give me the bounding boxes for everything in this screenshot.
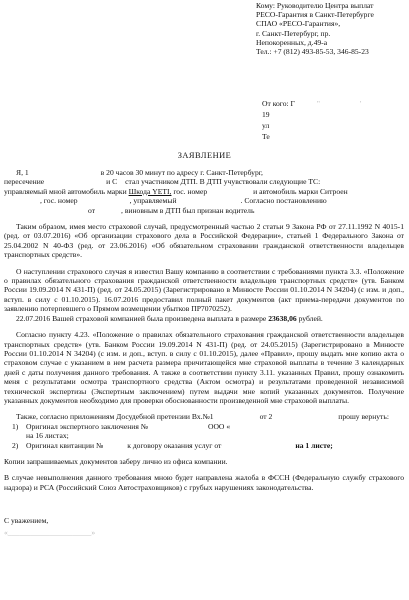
paragraph-payment bbox=[4, 314, 404, 323]
text-span: ООО « bbox=[207, 421, 231, 431]
paragraph-request: Согласно пункту 4.23. «Положение о правилах обязательного страхования гражданской ответственности владельцев транспортных средств» (утв. Банком России 19.09.2014 N 431-П) (ред. от 24.05.2015) (Зарегистрировано в Минюсте России 01.10.2014 N 34204) (с изм. и доп., вступ. в силу с 01.10.2015), далее «Правил», прошу выдать мне копию акта о страховом случае с указанием в нем расчета размера причитающейся мне страховой выплаты в течение 3 календарных дней с даты получения данного требования. А также в соответствии пункту 3.11. указанных Правил, прошу ознакомить меня с результатами осмотра транспортного средства (Актом осмотра) и результатами проведенной независимой технической экспертизы (Экспертным заключением) путем выдачи мне копий указанных документов. Получение указанных документов необходимо для проверки обоснованности произведенной мне страховой выплаты. bbox=[4, 330, 404, 405]
list-item-number: 1) bbox=[12, 421, 19, 431]
signature-line: «______________________» bbox=[4, 527, 96, 537]
text-span: Оригинал квитанции № bbox=[26, 440, 104, 450]
text-span: стал участником ДТП. В ДТП учувствовали следующие ТС: bbox=[125, 177, 321, 187]
text-span: управляемый мной автомобиль марки bbox=[4, 186, 127, 196]
paragraph-complaint: В случае невыполнения данного требования мною будет направлена жалоба в ФССН (Федеральную службу страхового надзора) и РСА (Российский Союз Автостраховщиков) с грубых нарушениях законодательства. bbox=[4, 473, 404, 492]
sender-line: Те bbox=[262, 132, 270, 141]
text-span: Оригинал экспертного заключения № bbox=[26, 421, 148, 431]
sender-line: ул bbox=[262, 121, 270, 130]
text-span: Я, 1 bbox=[16, 168, 29, 177]
text-span: , гос. номер bbox=[40, 196, 78, 206]
text-span: и автомобиль марки Ситроен bbox=[253, 186, 348, 196]
sender-from: От кого: Г bbox=[262, 99, 295, 108]
paragraph-legal-basis: Таким образом, имея место страховой случай, предусмотренный частью 2 статьи 9 Закона РФ от 27.11.1992 N 4015-1 (ред. от 03.07.2016) «Об организации страхового дела в Российской Федерации», статьей 1 Федерального Закона от 25.04.2002 N 40-ФЗ (ред. от 23.06.2016) «Об обязательном страховании гражданской ответственности владельцев транспортных средств». bbox=[4, 222, 404, 260]
paragraph-notification: О наступлении страхового случая я известил Вашу компанию в соответствии с требованиями пункта 3.3. «Положение о правилах обязательного страхования гражданской ответственности владельцев транспортных средств» (утв. Банком России 19.09.2014 N 431-П) (ред. от 24.05.2015) (Зарегистрировано в Минюсте России 01.10.2014 N 34204) (с изм. и доп., вступ. в силу с 01.10.2015). 16.07.2016 предоставил полный пакет документов (акт приема-передачи документов по заявлению потерпевшего о Прямом возмещении убытков ПР7070252). bbox=[4, 266, 404, 314]
recipient-phone: Тел.: +7 (812) 493-85-53, 346-85-23 bbox=[256, 47, 369, 57]
sender-line: 19 bbox=[262, 110, 270, 119]
text-span: и С bbox=[106, 177, 118, 187]
text-span: , виновным в ДТП был признан водитель bbox=[121, 205, 255, 215]
list-item bbox=[4, 422, 404, 431]
document-title: ЗАЯВЛЕНИЕ bbox=[177, 151, 232, 160]
closing: С уважением, bbox=[4, 516, 49, 526]
document-body bbox=[4, 168, 404, 537]
payment-amount: 23638,06 bbox=[268, 313, 297, 323]
list-item bbox=[4, 441, 404, 450]
recipient-block bbox=[256, 1, 406, 56]
text-span: к договору оказания услуг от bbox=[127, 440, 222, 450]
car-model: Шкода YETI, bbox=[128, 186, 172, 196]
text-span: рублей. bbox=[298, 313, 323, 323]
recipient-line: Кому: Руководителю Центра выплат bbox=[256, 1, 374, 10]
paragraph-return bbox=[4, 412, 404, 421]
recipient-line: Непокоренных, д.49-а bbox=[256, 37, 328, 47]
text-span: прошу вернуть: bbox=[338, 412, 389, 422]
text-span: , управляемый bbox=[129, 196, 177, 206]
text-span: пересечение bbox=[4, 177, 45, 187]
text-span: на 1 листе; bbox=[295, 440, 333, 450]
sender-block: От кого: Г " ' 19 ул Те bbox=[262, 98, 402, 142]
recipient-line: РЕСО-Гарантия в Санкт-Петербурге bbox=[256, 10, 374, 20]
list-item-number: 2) bbox=[12, 440, 19, 450]
text-span: гос. номер bbox=[173, 186, 208, 196]
text-span: от 2 bbox=[259, 412, 273, 422]
text-span: в 20 часов 30 минут по адресу г. Санкт-Петербург, bbox=[100, 168, 263, 177]
text-span: от bbox=[88, 205, 96, 215]
text-span: Также, согласно приложениям Досудебной претензии Вх.№1 bbox=[16, 412, 214, 422]
paragraph-copies: Копии запрашиваемых документов заберу лично из офиса компании. bbox=[4, 456, 228, 466]
list-item-continuation: на 16 листах; bbox=[26, 431, 69, 441]
text-span: . Согласно постановлению bbox=[240, 196, 327, 206]
paragraph-accident bbox=[4, 168, 404, 215]
text-span: 22.07.2016 Вашей страховой компанией была произведена выплата в размере bbox=[16, 313, 267, 323]
recipient-line: СПАО «РЕСО-Гарантия», bbox=[256, 19, 341, 29]
recipient-line: г. Санкт-Петербург, пр. bbox=[256, 28, 331, 38]
return-list bbox=[4, 422, 404, 450]
